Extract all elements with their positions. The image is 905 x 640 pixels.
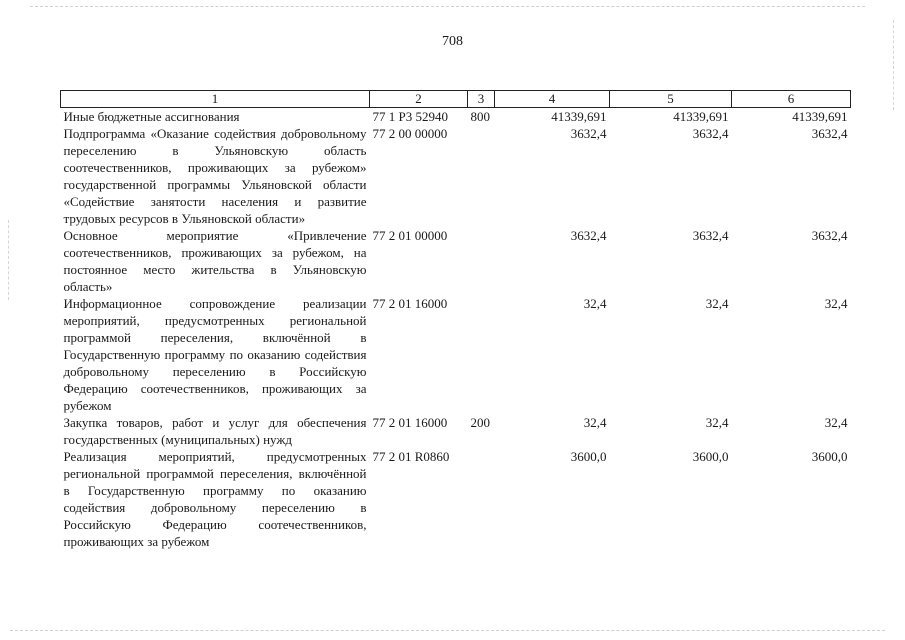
row-code: 77 2 01 R0860: [372, 449, 450, 464]
row-code: 77 2 01 16000: [372, 296, 448, 311]
row-vr: [468, 448, 495, 550]
row-value-col4: 32,4: [583, 296, 607, 311]
column-header: 4: [495, 91, 610, 108]
table-row: [61, 125, 851, 227]
scan-edge-left: [8, 220, 9, 300]
row-code: 77 2 00 00000: [372, 126, 448, 141]
row-code: 77 2 01 16000: [372, 415, 448, 430]
row-value-col5: 41339,691: [673, 109, 729, 124]
page-number: 708: [442, 34, 463, 49]
row-value-col4: 32,4: [583, 415, 607, 430]
scan-edge-bottom: [10, 630, 885, 631]
row-name: Основное мероприятие «Привлечение соотечественников, проживающих за рубежом, на постоянное место жительства в Ульяновскую область»: [63, 228, 367, 294]
table-row: [61, 448, 851, 550]
row-vr: 200: [470, 415, 490, 430]
table-header-row: [61, 91, 851, 108]
row-name: Реализация мероприятий, предусмотренных региональной программой переселения, включённой в Государственную программу по оказанию содействия добровольному переселению в Российскую Федерацию соотечественников, проживающих за рубежом: [63, 449, 367, 549]
row-value-col6: 3632,4: [811, 126, 848, 141]
scan-edge-top: [30, 6, 865, 7]
row-value-col5: 3600,0: [692, 449, 729, 464]
column-header: 6: [732, 91, 851, 108]
row-name: Подпрограмма «Оказание содействия добровольному переселению в Ульяновскую область соотечественников, проживающих за рубежом» государственной программы Ульяновской области «Содействие занятости населения и развитие трудовых ресурсов в Ульяновской области»: [63, 126, 367, 226]
row-value-col6: 41339,691: [792, 109, 848, 124]
row-value-col5: 3632,4: [692, 126, 729, 141]
column-header: 5: [610, 91, 732, 108]
row-code: 77 2 01 00000: [372, 228, 448, 243]
row-value-col5: 3632,4: [692, 228, 729, 243]
row-vr: [468, 295, 495, 414]
table-row: [61, 108, 851, 126]
row-value-col4: 3632,4: [570, 228, 607, 243]
column-header: 2: [370, 91, 468, 108]
row-name: Информационное сопровождение реализации мероприятий, предусмотренных региональной программой переселения, включённой в Государственную программу по оказанию содействия добровольному переселению в Российскую Федерацию соотечественников, проживающих за рубежом: [63, 296, 367, 413]
table-row: [61, 227, 851, 295]
row-value-col6: 3632,4: [811, 228, 848, 243]
row-value-col4: 41339,691: [551, 109, 607, 124]
row-value-col5: 32,4: [705, 296, 729, 311]
row-name: Закупка товаров, работ и услуг для обеспечения государственных (муниципальных) нужд: [63, 415, 367, 447]
table-row: [61, 414, 851, 448]
row-value-col6: 3600,0: [811, 449, 848, 464]
table-row: [61, 295, 851, 414]
row-value-col6: 32,4: [824, 296, 848, 311]
row-vr: 800: [470, 109, 490, 124]
row-value-col6: 32,4: [824, 415, 848, 430]
row-code: 77 1 Р3 52940: [372, 109, 448, 124]
row-value-col4: 3632,4: [570, 126, 607, 141]
row-vr: [468, 125, 495, 227]
column-header: 1: [61, 91, 370, 108]
budget-table: [60, 90, 851, 550]
row-value-col4: 3600,0: [570, 449, 607, 464]
row-vr: [468, 227, 495, 295]
column-header: 3: [468, 91, 495, 108]
row-value-col5: 32,4: [705, 415, 729, 430]
row-name: Иные бюджетные ассигнования: [63, 109, 240, 124]
